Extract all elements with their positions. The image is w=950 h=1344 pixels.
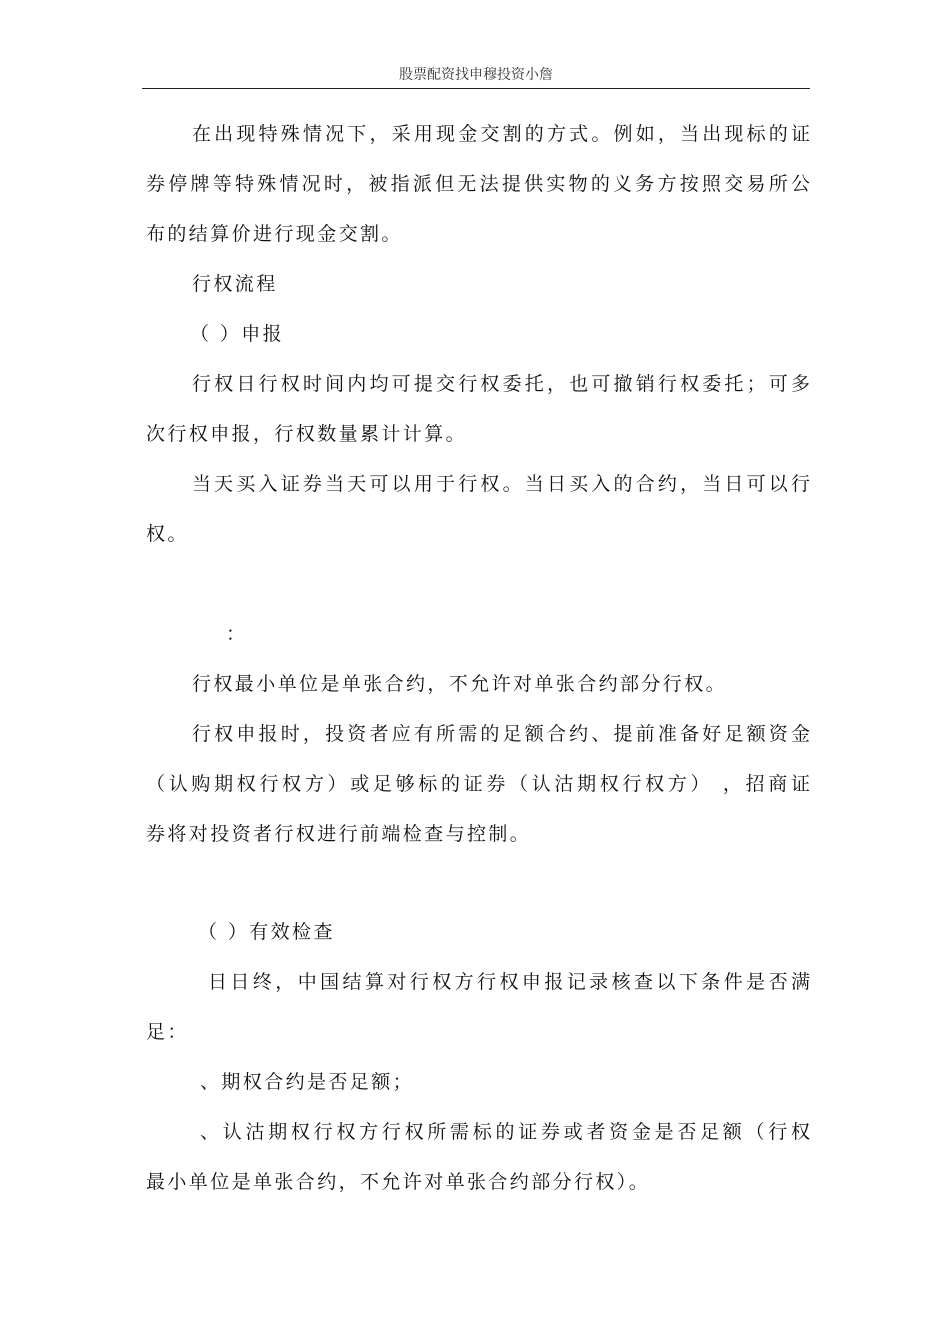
paragraph-clearing-check-line-2: 足：: [146, 1021, 189, 1043]
heading-exercise-process: 行权流程: [192, 273, 278, 295]
paragraph-front-end-check-line-3: 券将对投资者行权进行前端检查与控制。: [146, 823, 532, 845]
list-item-contract-sufficient: 、期权合约是否足额；: [200, 1071, 415, 1093]
paragraph-minimum-unit: 行权最小单位是单张合约，不允许对单张合约部分行权。: [192, 673, 728, 695]
list-item-put-exercise-line-2: 最小单位是单张合约，不允许对单张合约部分行权）。: [146, 1171, 651, 1193]
heading-declaration: （ ）申报: [190, 323, 285, 345]
paragraph-cash-settlement-line-3: 布的结算价进行现金交割。: [146, 223, 403, 245]
paragraph-same-day-line-2: 权。: [146, 523, 189, 545]
paragraph-declaration-line-2: 次行权申报，行权数量累计计算。: [146, 423, 468, 445]
paragraph-front-end-check-line-1: 行权申报时，投资者应有所需的足额合约、提前准备好足额资金: [192, 723, 810, 745]
list-item-put-exercise-line-1: 、认沽期权行权方行权所需标的证券或者资金是否足额（行权: [200, 1121, 810, 1143]
heading-validity-check: （ ）有效检查: [198, 921, 335, 943]
paragraph-same-day-line-1: 当天买入证券当天可以用于行权。当日买入的合约，当日可以行: [192, 473, 810, 495]
page-header: [142, 66, 810, 89]
paragraph-clearing-check-line-1: 日日终，中国结算对行权方行权申报记录核查以下条件是否满: [208, 971, 810, 993]
paragraph-cash-settlement-line-2: 券停牌等特殊情况时，被指派但无法提供实物的义务方按照交易所公: [146, 173, 810, 195]
paragraph-declaration-line-1: 行权日行权时间内均可提交行权委托，也可撤销行权委托；可多: [192, 373, 810, 395]
paragraph-front-end-check-line-2: （认购期权行权方）或足够标的证券（认沽期权行权方） ，招商证: [146, 773, 810, 795]
header-title: 股票配资找申穆投资小詹: [399, 67, 553, 83]
stray-colon: ：: [226, 623, 248, 645]
paragraph-cash-settlement-line-1: 在出现特殊情况下，采用现金交割的方式。例如，当出现标的证: [192, 123, 810, 145]
